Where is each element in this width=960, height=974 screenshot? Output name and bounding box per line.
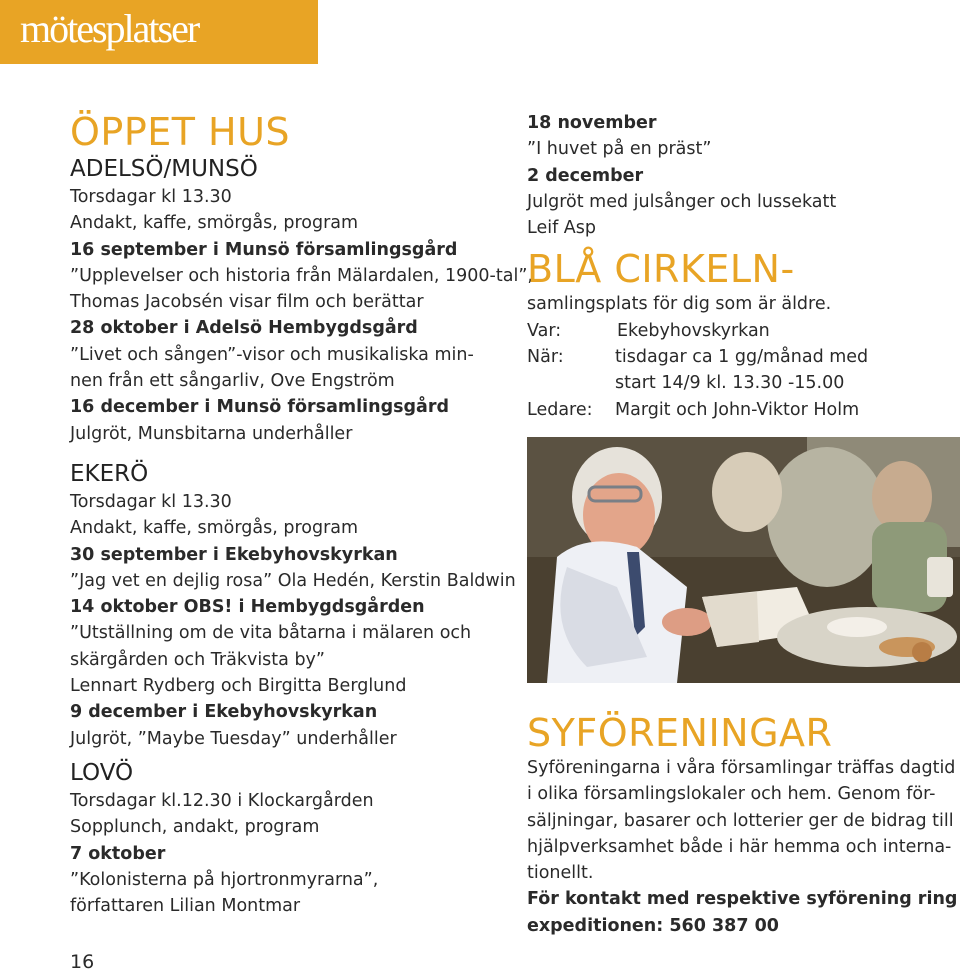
text-line: Sopplunch, andakt, program bbox=[70, 817, 320, 838]
text-line: För kontakt med respektive syförening ring bbox=[527, 889, 958, 910]
text-line: Syföreningarna i våra församlingar träffas dagtid bbox=[527, 757, 956, 778]
text-line: Julgröt, ”Maybe Tuesday” underhåller bbox=[70, 728, 397, 749]
section-heading: ADELSÖ/MUNSÖ bbox=[70, 156, 258, 182]
info-row-nar-cont bbox=[527, 370, 960, 396]
text-line: 9 december i Ekebyhovskyrkan bbox=[70, 702, 378, 723]
text-line: Thomas Jacobsén visar film och berättar bbox=[70, 292, 424, 313]
open-house-heading: ÖPPET HUS bbox=[70, 110, 291, 154]
cirkeln-subtitle: samlingsplats för dig som är äldre. bbox=[527, 294, 832, 315]
right-column bbox=[527, 110, 960, 939]
section-lines bbox=[70, 184, 533, 447]
left-column bbox=[70, 110, 533, 919]
header-band bbox=[0, 0, 318, 64]
page-number: 16 bbox=[70, 951, 95, 973]
text-line: Torsdagar kl 13.30 bbox=[70, 491, 232, 512]
text-line: ”Utställning om de vita båtarna i mälaren och bbox=[70, 623, 472, 644]
text-line: författaren Lilian Montmar bbox=[70, 896, 301, 917]
text-line: 18 november bbox=[527, 113, 657, 133]
text-line: skärgården och Träkvista by” bbox=[70, 649, 325, 670]
text-line: ”Jag vet en dejlig rosa” Ola Hedén, Kerstin Baldwin bbox=[70, 570, 516, 591]
elderly-reading-photo bbox=[527, 437, 960, 683]
section-heading: LOVÖ bbox=[70, 759, 134, 786]
text-line: ”Livet och sången”-visor och musikaliska min- bbox=[70, 344, 474, 365]
text-line: nen från ett sångarliv, Ove Engström bbox=[70, 371, 395, 392]
info-row-var bbox=[527, 318, 960, 344]
info-row-ledare bbox=[527, 397, 960, 423]
info-label: Var: bbox=[527, 320, 562, 341]
section-lines bbox=[70, 489, 516, 752]
info-row-nar bbox=[527, 344, 960, 370]
text-line: 7 oktober bbox=[70, 843, 166, 864]
section-ekero bbox=[70, 459, 516, 752]
photo-illustration bbox=[527, 437, 960, 683]
section-lines bbox=[70, 788, 510, 919]
text-line: Julgröt, Munsbitarna underhåller bbox=[70, 423, 353, 444]
info-value: tisdagar ca 1 gg/månad med bbox=[615, 347, 869, 368]
text-line: hjälpverksamhet både i här hemma och interna- bbox=[527, 836, 952, 857]
text-line: 14 oktober OBS! i Hembygdsgården bbox=[70, 597, 425, 618]
text-line: expeditionen: 560 387 00 bbox=[527, 915, 779, 936]
section-adelso-munso bbox=[70, 154, 533, 447]
text-line: 30 september i Ekebyhovskyrkan bbox=[70, 544, 398, 565]
event-lines bbox=[527, 110, 960, 241]
text-line: Torsdagar kl.12.30 i Klockargården bbox=[70, 790, 374, 811]
info-value: Margit och John-Viktor Holm bbox=[615, 399, 860, 420]
section-lovo bbox=[70, 758, 510, 919]
bla-cirkeln-heading: BLÅ CIRKELN- bbox=[527, 247, 795, 292]
info-label: När: bbox=[527, 347, 564, 368]
info-label: Ledare: bbox=[527, 399, 593, 420]
text-line: ”I huvet på en präst” bbox=[527, 139, 712, 160]
text-line: Lennart Rydberg och Birgitta Berglund bbox=[70, 676, 407, 697]
text-line: Andakt, kaffe, smörgås, program bbox=[70, 213, 359, 234]
text-line: Leif Asp bbox=[527, 218, 596, 239]
text-line: i olika församlingslokaler och hem. Genom för- bbox=[527, 784, 936, 805]
info-value: Ekebyhovskyrkan bbox=[617, 320, 770, 341]
section-title: mötesplatser bbox=[20, 6, 199, 51]
text-line: tionellt. bbox=[527, 863, 594, 884]
text-line: Torsdagar kl 13.30 bbox=[70, 187, 232, 207]
syforeningar-heading: SYFÖRENINGAR bbox=[527, 710, 833, 755]
text-line: 28 oktober i Adelsö Hembygdsgård bbox=[70, 318, 418, 339]
text-line: ”Upplevelser och historia från Mälardalen, 1900-tal”, bbox=[70, 265, 533, 286]
text-line: 16 december i Munsö församlingsgård bbox=[70, 397, 450, 418]
section-heading: EKERÖ bbox=[70, 460, 149, 487]
syforeningar-lines bbox=[527, 755, 960, 939]
text-line: Julgröt med julsånger och lussekatt bbox=[527, 191, 837, 212]
text-line: 16 september i Munsö församlingsgård bbox=[70, 239, 458, 260]
text-line: säljningar, basarer och lotterier ger de bidrag till bbox=[527, 810, 954, 831]
text-line: Andakt, kaffe, smörgås, program bbox=[70, 518, 359, 539]
text-line: ”Kolonisterna på hjortronmyrarna”, bbox=[70, 869, 379, 890]
text-line: 2 december bbox=[527, 165, 644, 186]
info-value: start 14/9 kl. 13.30 -15.00 bbox=[615, 373, 845, 394]
